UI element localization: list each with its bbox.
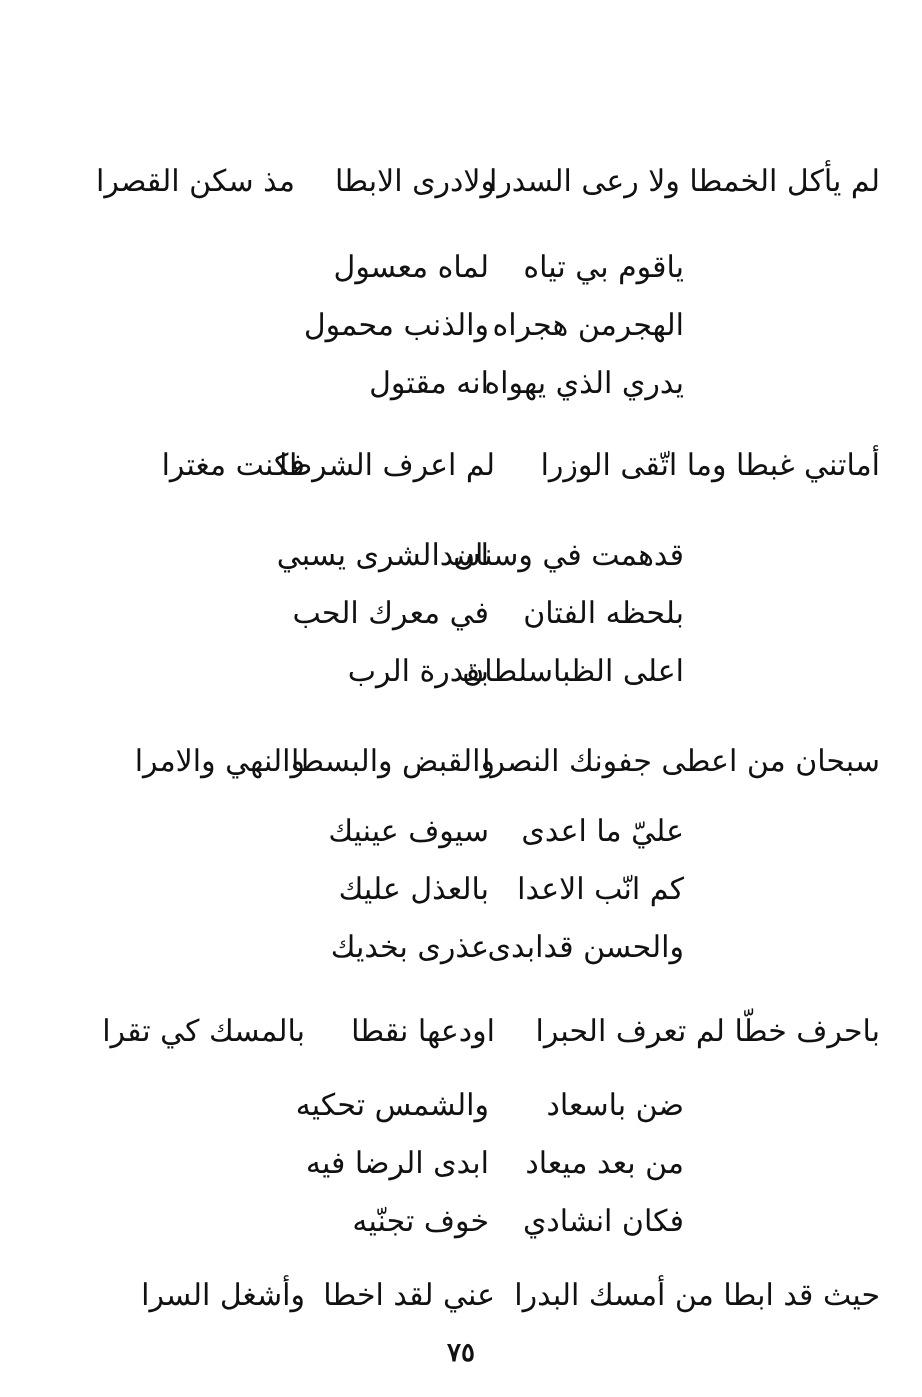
verse-line-short <box>244 306 684 346</box>
hemistich: يدري الذي يهواه <box>484 366 684 401</box>
verse-segment: باحرف خطّا لم تعرف الحبرا <box>535 1014 880 1049</box>
verse-segment: والنهي والامرا <box>134 744 305 779</box>
hemistich: خوف تجنّيه <box>352 1204 489 1239</box>
hemistich: ابدى الرضا فيه <box>305 1146 489 1181</box>
verse-segment: اودعها نقطا <box>351 1014 495 1049</box>
verse-line-short <box>244 248 684 288</box>
hemistich: والذنب محمول <box>303 308 489 343</box>
verse-segment: سبحان من اعطى جفونك النصرا <box>482 744 880 779</box>
verse-line-short <box>244 364 684 404</box>
verse-segment: مذ سكن القصرا <box>96 164 295 199</box>
verse-segment: بالمسك كي تقرا <box>102 1014 305 1049</box>
verse-segment: عني لقد اخطا <box>323 1278 495 1313</box>
verse-line-short <box>244 536 684 576</box>
hemistich: انه مقتول <box>369 366 489 401</box>
hemistich: اعلى الظباسلطان <box>462 654 684 689</box>
hemistich: اسدالشرى يسبي <box>276 538 489 573</box>
verse-segment: لم اعرف الشرطا <box>279 448 495 483</box>
verse-line-long <box>96 162 880 202</box>
verse-line-short <box>244 812 684 852</box>
verse-line-short <box>244 928 684 968</box>
hemistich: عذرى بخديك <box>330 930 489 965</box>
verse-segment: ولادرى الابطا <box>334 164 495 199</box>
hemistich: كم انّب الاعدا <box>517 872 684 907</box>
hemistich: والحسن قدابدى <box>487 930 684 965</box>
verse-segment: حيث قد ابطا من أمسك البدرا <box>514 1278 880 1313</box>
verse-segment: فكنت مغترا <box>161 448 305 483</box>
hemistich: والشمس تحكيه <box>295 1088 489 1123</box>
hemistich: في معرك الحب <box>292 596 489 631</box>
hemistich: عليّ ما اعدى <box>521 814 684 849</box>
hemistich: من بعد ميعاد <box>525 1146 684 1181</box>
page-number: ٧٥ <box>447 1338 475 1368</box>
hemistich: ضن باسعاد <box>546 1088 684 1123</box>
hemistich: ياقوم بي تياه <box>523 250 684 285</box>
verse-line-short <box>244 1202 684 1242</box>
hemistich: فكان انشادي <box>522 1204 684 1239</box>
verse-line-short <box>244 652 684 692</box>
verse-line-short <box>244 1086 684 1126</box>
hemistich: قدهمت في وسنان <box>453 538 684 573</box>
verse-line-long <box>102 1012 880 1052</box>
verse-line-short <box>244 594 684 634</box>
verse-segment: وأشغل السرا <box>141 1278 305 1313</box>
hemistich: بالعذل عليك <box>338 872 489 907</box>
verse-line-long <box>140 1276 880 1316</box>
hemistich: الهجرمن هجراه <box>492 308 684 343</box>
verse-segment: لم يأكل الخمطا ولا رعى السدرا <box>488 164 880 199</box>
hemistich: لماه معسول <box>333 250 489 285</box>
verse-line-long <box>134 742 880 782</box>
verse-segment: والقبض والبسطا <box>290 744 495 779</box>
verse-segment: أماتني غبطا وما اتّقى الوزرا <box>540 448 880 483</box>
hemistich: بقدرة الرب <box>347 654 489 689</box>
verse-line-long <box>140 446 880 486</box>
hemistich: سيوف عينيك <box>328 814 489 849</box>
verse-line-short <box>244 870 684 910</box>
hemistich: بلحظه الفتان <box>523 596 684 631</box>
verse-line-short <box>244 1144 684 1184</box>
